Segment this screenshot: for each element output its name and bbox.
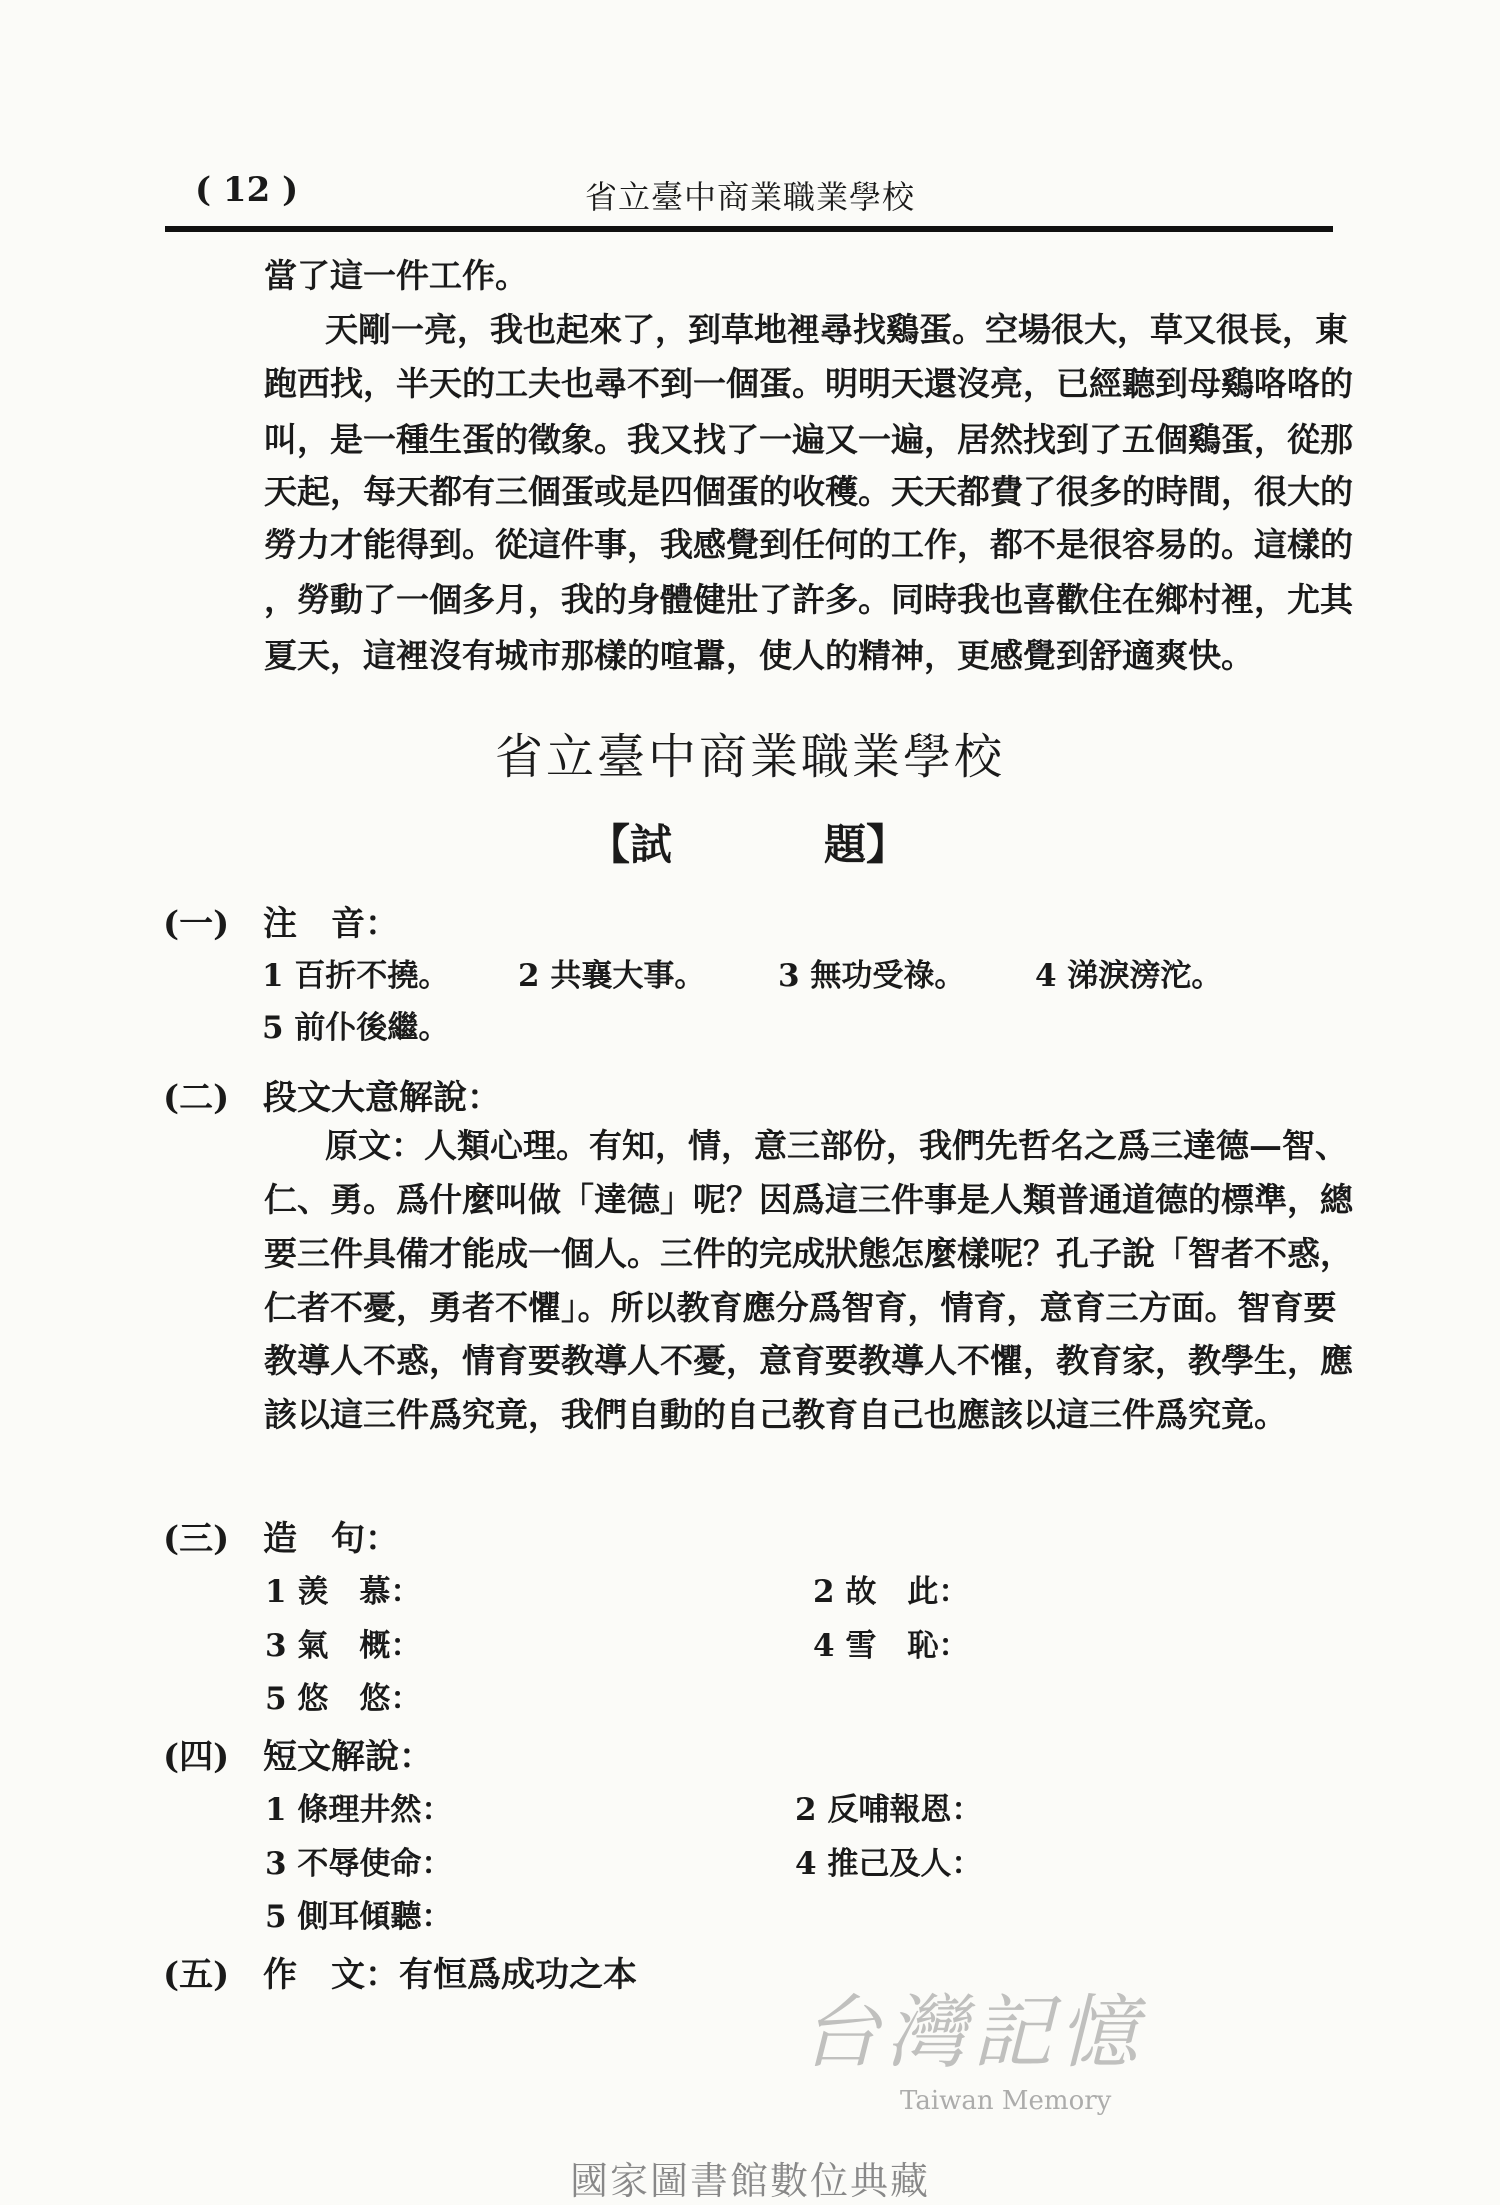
question-item: 5 前仆後繼。 [262,1010,450,1046]
question-item: 1 條理井然： [265,1792,453,1828]
section-number: (三) [163,1519,230,1559]
section-5-heading [163,1947,637,1996]
section-number: (一) [163,904,230,944]
passage-line: 仁、勇。爲什麼叫做「達德」呢？因爲這三件事是人類普通道德的標準，總 [264,1180,1353,1219]
passage-line: 要三件具備才能成一個人。三件的完成狀態怎麼樣呢？孔子說「智者不惑， [264,1234,1353,1273]
section-label: 作 文：有恒爲成功之本 [263,1955,637,1995]
footer-credit: 國家圖書館數位典藏 [569,2159,930,2203]
essay-line: 天剛一亮，我也起來了，到草地裡尋找鷄蛋。空場很大，草又很長，東 [325,310,1348,349]
section-label: 注 音： [263,904,399,944]
question-item: 2 反哺報恩： [795,1792,983,1828]
passage-line: 原文：人類心理。有知，情，意三部份，我們先哲名之爲三達德—智、 [325,1126,1348,1165]
question-item: 5 悠 悠： [265,1681,422,1717]
question-item: 4 雪 恥： [813,1628,970,1664]
page-number: ( 12 ) [195,170,299,210]
question-item: 2 共襄大事。 [518,958,706,994]
passage-line: 教導人不惑，情育要教導人不憂，意育要教導人不懼，教育家，教學生，應 [264,1341,1353,1380]
section-number: (二) [163,1078,230,1118]
question-item: 3 氣 概： [265,1628,422,1664]
essay-line: 勞力才能得到。從這件事，我感覺到任何的工作，都不是很容易的。這樣的 [264,525,1353,564]
watermark-subtext: Taiwan Memory [900,2086,1112,2116]
question-item: 1 羡 慕： [265,1574,422,1610]
essay-line: 夏天，這裡沒有城市那樣的喧囂，使人的精神，更感覺到舒適爽快。 [264,636,1254,675]
essay-line: 當了這一件工作。 [264,256,528,295]
section-2-heading [163,1070,501,1119]
header-rule [165,226,1333,232]
running-title: 省立臺中商業職業學校 [585,178,916,216]
section-1-heading [163,896,399,945]
question-item: 1 百折不撓。 [262,958,450,994]
essay-line: 天起，每天都有三個蛋或是四個蛋的收穫。天天都費了很多的時間，很大的 [264,472,1353,511]
watermark: 台灣記憶 [800,1986,1144,2079]
exam-school-title: 省立臺中商業職業學校 [494,729,1005,785]
section-label: 造 句： [263,1519,399,1559]
section-number: (四) [163,1737,230,1777]
essay-line: ，勞動了一個多月，我的身體健壯了許多。同時我也喜歡住在鄉村裡，尤其 [264,580,1353,619]
section-3-heading [163,1511,399,1560]
question-item: 3 無功受祿。 [778,958,966,994]
section-number: (五) [163,1955,230,1995]
section-4-heading [163,1729,433,1778]
essay-line: 叫，是一種生蛋的徵象。我又找了一遍又一遍，居然找到了五個鷄蛋，從那 [264,420,1353,459]
section-label: 段文大意解說： [263,1078,501,1118]
essay-line: 跑西找，半天的工夫也尋不到一個蛋。明明天還沒亮，已經聽到母鷄咯咯的 [264,364,1353,403]
passage-line: 該以這三件爲究竟，我們自動的自己教育自己也應該以這三件爲究竟。 [264,1395,1287,1434]
question-item: 4 涕淚滂沱。 [1035,958,1223,994]
subtitle-right: 題】 [823,820,908,869]
passage-line: 仁者不憂，勇者不懼」。所以教育應分爲智育，情育，意育三方面。智育要 [264,1288,1337,1327]
exam-subtitle [588,812,908,872]
section-label: 短文解說： [263,1737,433,1777]
question-item: 4 推己及人： [795,1846,983,1882]
question-item: 2 故 此： [813,1574,970,1610]
subtitle-left: 【試 [588,820,673,869]
question-item: 5 側耳傾聽： [265,1899,453,1935]
question-item: 3 不辱使命： [265,1846,453,1882]
